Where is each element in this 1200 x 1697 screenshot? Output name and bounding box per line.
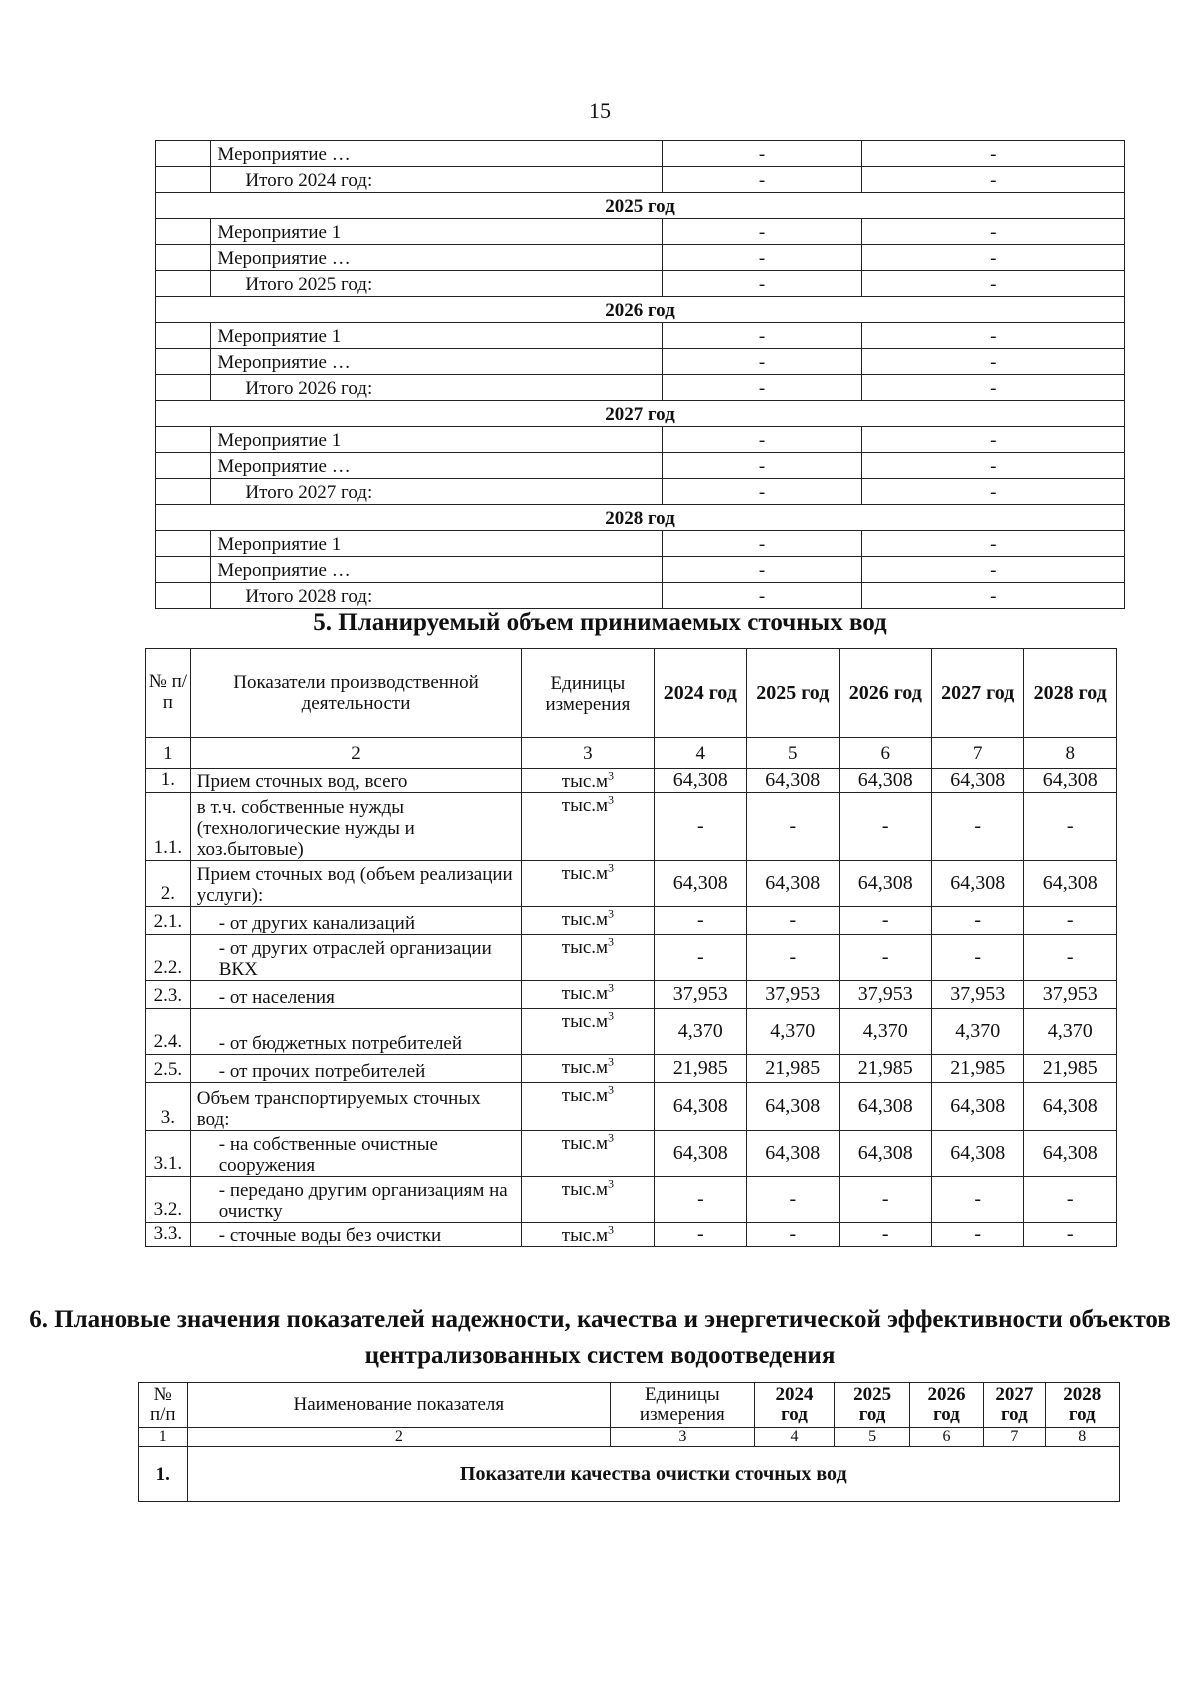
value-cell: 64,308: [839, 1131, 931, 1177]
indicator-name: - сточные воды без очистки: [190, 1223, 522, 1247]
unit-superscript: 3: [608, 792, 615, 807]
unit-cell: [522, 1177, 654, 1223]
value-cell: 21,985: [839, 1055, 931, 1083]
value-cell: 64,308: [654, 1083, 746, 1131]
value-cell: -: [654, 935, 746, 981]
table-row: [156, 453, 1125, 479]
table-header-row: [146, 649, 1117, 738]
value-cell: 64,308: [932, 861, 1024, 907]
unit-superscript: 3: [608, 860, 615, 875]
unit-cell: [522, 1009, 654, 1055]
row-number: 2.4.: [146, 1009, 191, 1055]
value-cell: 4,370: [839, 1009, 931, 1055]
activity-name: Итого 2027 год:: [211, 479, 662, 505]
value-cell: 21,985: [747, 1055, 839, 1083]
value-cell: -: [662, 349, 862, 375]
section-row: [139, 1447, 1120, 1502]
table-row: [156, 531, 1125, 557]
unit-cell: [522, 1223, 654, 1247]
indicator-name: - от бюджетных потребителей: [190, 1009, 522, 1055]
value-cell: 64,308: [839, 769, 931, 793]
total-row: [156, 167, 1125, 193]
year-label: 2025 год: [156, 193, 1125, 219]
unit-text: тыс.м: [561, 1085, 609, 1106]
row-number-cell: [156, 141, 211, 167]
value-cell: -: [662, 557, 862, 583]
activity-name: Итого 2028 год:: [211, 583, 662, 609]
value-cell: -: [662, 323, 862, 349]
value-cell: -: [862, 167, 1125, 193]
value-cell: 37,953: [839, 981, 931, 1009]
value-cell: -: [862, 141, 1125, 167]
value-cell: -: [662, 271, 862, 297]
value-cell: -: [932, 907, 1024, 935]
activity-name: Итого 2025 год:: [211, 271, 662, 297]
value-cell: -: [932, 1177, 1024, 1223]
value-cell: 37,953: [932, 981, 1024, 1009]
col-unit-header: Единицы измерения: [611, 1383, 754, 1428]
col-year-header: 2027 год: [932, 649, 1024, 738]
unit-cell: [522, 1083, 654, 1131]
col-year-header: 2028 год: [1045, 1383, 1119, 1428]
indicator-name: - от других отраслей организации ВКХ: [190, 935, 522, 981]
row-number: 3.: [146, 1083, 191, 1131]
row-number: 3.2.: [146, 1177, 191, 1223]
col-year-header: 2027 год: [984, 1383, 1045, 1428]
value-cell: 21,985: [932, 1055, 1024, 1083]
unit-text: тыс.м: [561, 1133, 609, 1154]
unit-cell: [522, 1131, 654, 1177]
activity-name: Мероприятие …: [211, 349, 662, 375]
value-cell: -: [662, 479, 862, 505]
indicator-name: - передано другим организациям на очистку: [190, 1177, 522, 1223]
unit-superscript: 3: [608, 1222, 615, 1237]
indicator-name: - от населения: [190, 981, 522, 1009]
value-cell: -: [1024, 793, 1117, 861]
table-row: [146, 907, 1117, 935]
indicator-name: - на собственные очистные сооружения: [190, 1131, 522, 1177]
year-header-row: [156, 297, 1125, 323]
row-number: 3.3.: [146, 1223, 191, 1247]
value-cell: 64,308: [747, 769, 839, 793]
value-cell: 64,308: [839, 1083, 931, 1131]
value-cell: 64,308: [654, 861, 746, 907]
year-label: 2027 год: [156, 401, 1125, 427]
value-cell: -: [662, 583, 862, 609]
row-number-cell: [156, 479, 211, 505]
value-cell: -: [839, 793, 931, 861]
index-cell: 5: [835, 1428, 909, 1447]
unit-cell: [522, 1055, 654, 1083]
value-cell: -: [862, 375, 1125, 401]
unit-cell: [522, 981, 654, 1009]
row-number: 1.1.: [146, 793, 191, 861]
row-number-cell: [156, 349, 211, 375]
col-unit-header: Единицы измерения: [522, 649, 654, 738]
unit-superscript: 3: [608, 1082, 615, 1097]
activity-name: Мероприятие 1: [211, 427, 662, 453]
row-number-cell: [156, 245, 211, 271]
value-cell: 64,308: [932, 769, 1024, 793]
index-cell: 8: [1045, 1428, 1119, 1447]
activity-name: Мероприятие 1: [211, 531, 662, 557]
unit-cell: [522, 861, 654, 907]
unit-superscript: 3: [608, 1008, 615, 1023]
col-year-header: 2025 год: [835, 1383, 909, 1428]
table-row: [146, 1223, 1117, 1247]
row-number-cell: [156, 531, 211, 557]
table-row: [156, 349, 1125, 375]
value-cell: -: [862, 219, 1125, 245]
value-cell: -: [862, 349, 1125, 375]
table-row: [146, 769, 1117, 793]
col-indicator-header: Показатели производственной деятельности: [190, 649, 522, 738]
value-cell: -: [862, 453, 1125, 479]
value-cell: -: [932, 935, 1024, 981]
value-cell: -: [1024, 1177, 1117, 1223]
value-cell: 64,308: [839, 861, 931, 907]
value-cell: -: [747, 935, 839, 981]
value-cell: 64,308: [747, 861, 839, 907]
unit-cell: [522, 907, 654, 935]
table-row: [156, 323, 1125, 349]
index-cell: 3: [611, 1428, 754, 1447]
section-number: 1.: [139, 1447, 188, 1502]
value-cell: -: [932, 1223, 1024, 1247]
col-year-header: 2028 год: [1024, 649, 1117, 738]
indicator-name: - от других канализаций: [190, 907, 522, 935]
activity-name: Мероприятие …: [211, 557, 662, 583]
column-index-row: [139, 1428, 1120, 1447]
unit-text: тыс.м: [561, 1011, 609, 1032]
page-number: 15: [589, 98, 611, 123]
row-number-cell: [156, 583, 211, 609]
table-row: [146, 861, 1117, 907]
value-cell: 64,308: [1024, 769, 1117, 793]
value-cell: -: [654, 907, 746, 935]
total-row: [156, 479, 1125, 505]
value-cell: 64,308: [1024, 861, 1117, 907]
index-cell: 4: [654, 738, 746, 769]
activity-name: Мероприятие …: [211, 453, 662, 479]
table-row: [146, 1131, 1117, 1177]
unit-superscript: 3: [608, 768, 615, 783]
value-cell: -: [839, 907, 931, 935]
activity-name: Итого 2026 год:: [211, 375, 662, 401]
col-year-header: 2024 год: [754, 1383, 835, 1428]
activity-name: Мероприятие 1: [211, 219, 662, 245]
value-cell: 64,308: [747, 1131, 839, 1177]
row-number-cell: [156, 219, 211, 245]
value-cell: -: [747, 1177, 839, 1223]
value-cell: -: [747, 907, 839, 935]
value-cell: 4,370: [1024, 1009, 1117, 1055]
unit-text: тыс.м: [561, 937, 609, 958]
unit-superscript: 3: [608, 1130, 615, 1145]
value-cell: -: [662, 427, 862, 453]
value-cell: -: [862, 583, 1125, 609]
index-cell: 2: [187, 1428, 611, 1447]
index-cell: 1: [146, 738, 191, 769]
value-cell: 37,953: [1024, 981, 1117, 1009]
value-cell: -: [932, 793, 1024, 861]
indicator-name: Прием сточных вод, всего: [190, 769, 522, 793]
reliability-indicators-table: [138, 1382, 1120, 1502]
unit-text: тыс.м: [561, 1179, 609, 1200]
index-cell: 3: [522, 738, 654, 769]
value-cell: 4,370: [654, 1009, 746, 1055]
activity-name: Мероприятие …: [211, 141, 662, 167]
value-cell: -: [839, 1177, 931, 1223]
table-row: [146, 1177, 1117, 1223]
column-index-row: [146, 738, 1117, 769]
section-6-title: 6. Плановые значения показателей надежности, качества и энергетической эффективности объектов централизованных систем водоотведения: [29, 1306, 1171, 1369]
table-row: [146, 981, 1117, 1009]
row-number: 2.2.: [146, 935, 191, 981]
value-cell: -: [662, 141, 862, 167]
value-cell: -: [662, 375, 862, 401]
value-cell: -: [862, 427, 1125, 453]
index-cell: 6: [839, 738, 931, 769]
value-cell: -: [662, 531, 862, 557]
indicator-name: в т.ч. собственные нужды (технологические нужды и хоз.бытовые): [190, 793, 522, 861]
unit-superscript: 3: [608, 980, 615, 995]
table-row: [146, 935, 1117, 981]
row-number-cell: [156, 375, 211, 401]
value-cell: 64,308: [654, 1131, 746, 1177]
activity-name: Мероприятие …: [211, 245, 662, 271]
unit-text: тыс.м: [561, 1057, 609, 1078]
unit-cell: [522, 793, 654, 861]
index-cell: 7: [984, 1428, 1045, 1447]
value-cell: 64,308: [932, 1131, 1024, 1177]
value-cell: 21,985: [654, 1055, 746, 1083]
value-cell: 64,308: [654, 769, 746, 793]
value-cell: -: [747, 793, 839, 861]
indicator-name: Объем транспортируемых сточных вод:: [190, 1083, 522, 1131]
value-cell: -: [862, 245, 1125, 271]
section-title: Показатели качества очистки сточных вод: [187, 1447, 1120, 1502]
activity-name: Итого 2024 год:: [211, 167, 662, 193]
value-cell: 64,308: [1024, 1083, 1117, 1131]
value-cell: -: [1024, 935, 1117, 981]
value-cell: 64,308: [1024, 1131, 1117, 1177]
total-row: [156, 375, 1125, 401]
unit-superscript: 3: [608, 906, 615, 921]
unit-superscript: 3: [608, 1176, 615, 1191]
row-number-cell: [156, 453, 211, 479]
value-cell: -: [747, 1223, 839, 1247]
table-row: [146, 1083, 1117, 1131]
row-number-cell: [156, 167, 211, 193]
plan-table: [155, 140, 1125, 609]
value-cell: -: [862, 323, 1125, 349]
total-row: [156, 271, 1125, 297]
row-number-cell: [156, 323, 211, 349]
value-cell: -: [862, 479, 1125, 505]
value-cell: -: [654, 1223, 746, 1247]
index-cell: 6: [909, 1428, 983, 1447]
row-number: 3.1.: [146, 1131, 191, 1177]
value-cell: -: [862, 557, 1125, 583]
table-row: [156, 141, 1125, 167]
value-cell: -: [662, 453, 862, 479]
row-number: 1.: [146, 769, 191, 793]
table-row: [156, 245, 1125, 271]
year-header-row: [156, 505, 1125, 531]
col-indicator-header: Наименование показателя: [187, 1383, 611, 1428]
value-cell: -: [862, 531, 1125, 557]
unit-text: тыс.м: [561, 1225, 609, 1246]
value-cell: -: [1024, 1223, 1117, 1247]
year-label: 2026 год: [156, 297, 1125, 323]
unit-text: тыс.м: [561, 863, 609, 884]
value-cell: -: [862, 271, 1125, 297]
indicator-name: Прием сточных вод (объем реализации услуги):: [190, 861, 522, 907]
value-cell: 64,308: [747, 1083, 839, 1131]
value-cell: -: [662, 219, 862, 245]
unit-text: тыс.м: [561, 909, 609, 930]
unit-text: тыс.м: [561, 983, 609, 1004]
unit-text: тыс.м: [561, 771, 609, 792]
value-cell: -: [839, 935, 931, 981]
table-header-row: [139, 1383, 1120, 1428]
year-header-row: [156, 401, 1125, 427]
row-number: 2.1.: [146, 907, 191, 935]
unit-text: тыс.м: [561, 795, 609, 816]
index-cell: 8: [1024, 738, 1117, 769]
wastewater-volume-table: [145, 648, 1117, 1247]
value-cell: -: [1024, 907, 1117, 935]
row-number: 2.5.: [146, 1055, 191, 1083]
index-cell: 4: [754, 1428, 835, 1447]
value-cell: -: [654, 1177, 746, 1223]
value-cell: 4,370: [932, 1009, 1024, 1055]
unit-superscript: 3: [608, 1054, 615, 1069]
value-cell: -: [654, 793, 746, 861]
table-row: [156, 427, 1125, 453]
unit-cell: [522, 769, 654, 793]
row-number: 2.: [146, 861, 191, 907]
value-cell: 37,953: [747, 981, 839, 1009]
index-cell: 5: [747, 738, 839, 769]
index-cell: 1: [139, 1428, 188, 1447]
unit-superscript: 3: [608, 934, 615, 949]
value-cell: 4,370: [747, 1009, 839, 1055]
row-number-cell: [156, 271, 211, 297]
col-year-header: 2024 год: [654, 649, 746, 738]
value-cell: -: [839, 1223, 931, 1247]
table-row: [146, 793, 1117, 861]
total-row: [156, 583, 1125, 609]
row-number-cell: [156, 427, 211, 453]
table-row: [146, 1009, 1117, 1055]
indicator-name: - от прочих потребителей: [190, 1055, 522, 1083]
col-number-header: № п/п: [146, 649, 191, 738]
value-cell: -: [662, 245, 862, 271]
col-year-header: 2026 год: [909, 1383, 983, 1428]
index-cell: 7: [932, 738, 1024, 769]
year-label: 2028 год: [156, 505, 1125, 531]
unit-cell: [522, 935, 654, 981]
table-row: [146, 1055, 1117, 1083]
value-cell: 21,985: [1024, 1055, 1117, 1083]
value-cell: -: [662, 167, 862, 193]
col-year-header: 2025 год: [747, 649, 839, 738]
row-number: 2.3.: [146, 981, 191, 1009]
year-header-row: [156, 193, 1125, 219]
section-5-title: 5. Планируемый объем принимаемых сточных вод: [313, 609, 887, 636]
table-row: [156, 219, 1125, 245]
value-cell: 64,308: [932, 1083, 1024, 1131]
row-number-cell: [156, 557, 211, 583]
col-year-header: 2026 год: [839, 649, 931, 738]
col-number-header: № п/п: [139, 1383, 188, 1428]
index-cell: 2: [190, 738, 522, 769]
activity-name: Мероприятие 1: [211, 323, 662, 349]
value-cell: 37,953: [654, 981, 746, 1009]
table-row: [156, 557, 1125, 583]
